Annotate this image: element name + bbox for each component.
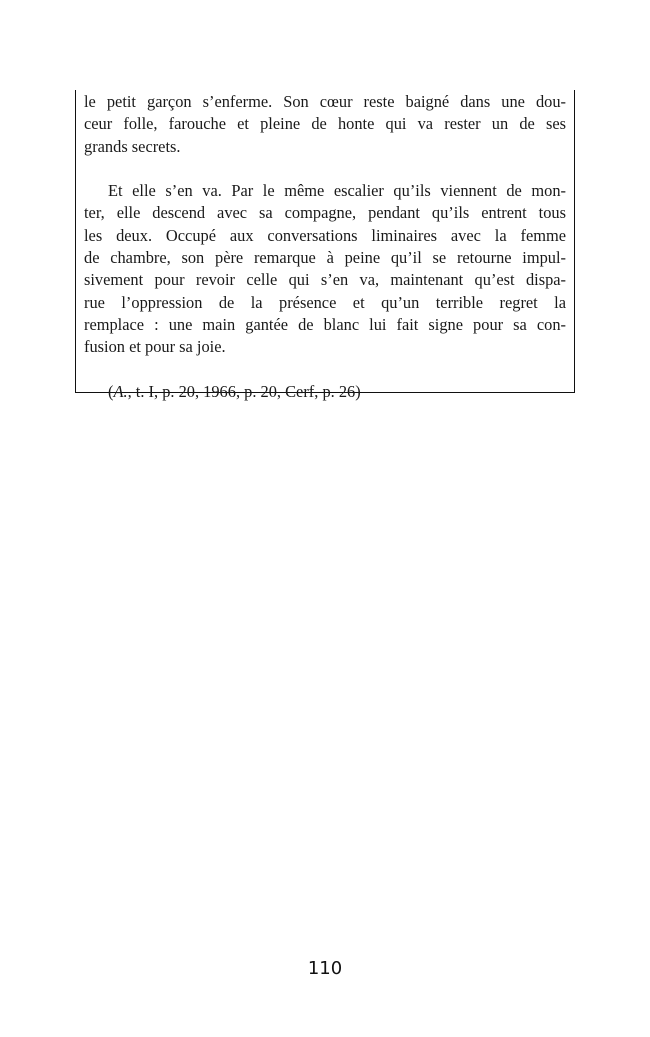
page-number: 110 bbox=[307, 958, 343, 979]
citation-references: , t. I, p. 20, 1966, p. 20, Cerf, p. 26) bbox=[127, 381, 361, 401]
citation-open-paren: ( bbox=[108, 381, 114, 401]
paragraph-2 bbox=[84, 180, 566, 358]
paragraph-1 bbox=[84, 91, 566, 158]
source-citation bbox=[84, 381, 566, 403]
citation-work-abbrev: A. bbox=[113, 381, 128, 401]
boxed-quotation bbox=[75, 90, 575, 401]
text-line: le petit garçon s’enferme. Son cœur reste baigné dans une dou- bbox=[84, 92, 566, 111]
text-line: ter, elle descend avec sa compagne, pendant qu’ils entrent tous bbox=[84, 203, 566, 223]
text-line: ceur folle, farouche et pleine de honte qui va rester un de ses bbox=[84, 114, 566, 134]
text-line: de chambre, son père remarque à peine qu’il se retourne impul- bbox=[84, 248, 566, 268]
text-line: Et elle s’en va. Par le même escalier qu’ils viennent de mon- bbox=[108, 181, 566, 201]
text-line: grands secrets. bbox=[84, 136, 181, 156]
text-line: fusion et pour sa joie. bbox=[84, 337, 226, 357]
text-line: sivement pour revoir celle qui s’en va, maintenant qu’est dispa- bbox=[84, 270, 566, 290]
text-line: les deux. Occupé aux conversations liminaires avec la femme bbox=[84, 225, 566, 245]
text-line: rue l’oppression de la présence et qu’un terrible regret la bbox=[84, 292, 566, 312]
text-line: remplace : une main gantée de blanc lui fait signe pour sa con- bbox=[84, 314, 566, 334]
